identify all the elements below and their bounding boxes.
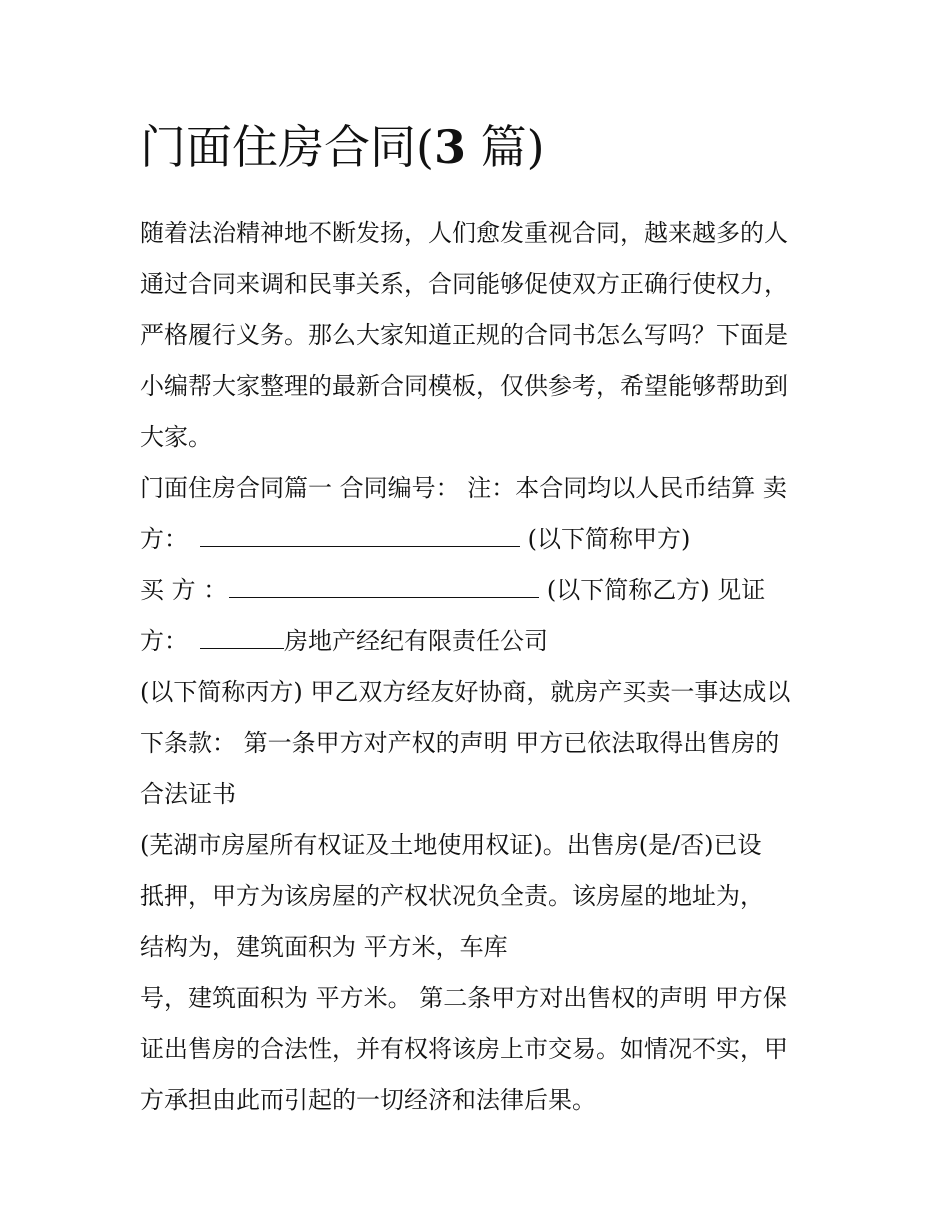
document-title (140, 112, 820, 182)
witness-suffix: 房地产经纪有限责任公司 (284, 627, 548, 655)
document-page (140, 112, 820, 1126)
document-body (140, 208, 820, 1126)
text-line: 方承担由此而引起的一切经济和法律后果。 (140, 1086, 596, 1114)
witness-label: 方： (140, 627, 188, 655)
title-prefix: 门面住房合同( (140, 120, 434, 174)
text-line: (以下简称丙方) 甲乙双方经友好协商，就房产买卖一事达成以 (140, 678, 791, 706)
buyer-suffix: (以下简称乙方) 见证 (539, 576, 766, 604)
text-line: 门面住房合同篇一 合同编号： 注：本合同均以人民币结算 卖 (140, 474, 787, 502)
seller-label: 方： (140, 525, 188, 553)
text-line: 号，建筑面积为 平方米。 第二条甲方对出售权的声明 甲方保 (140, 984, 787, 1012)
text-line: 随着法治精神地不断发扬，人们愈发重视合同，越来越多的人 (140, 219, 788, 247)
text-line: 严格履行义务。那么大家知道正规的合同书怎么写吗？下面是 (140, 321, 788, 349)
buyer-blank (229, 567, 539, 598)
text-line: 通过合同来调和民事关系，合同能够促使双方正确行使权力， (140, 270, 788, 298)
text-line: 抵押，甲方为该房屋的产权状况负全责。该房屋的地址为， (140, 882, 764, 910)
seller-suffix: (以下简称甲方) (520, 525, 691, 553)
title-suffix: 篇) (465, 120, 545, 174)
text-line: 小编帮大家整理的最新合同模板，仅供参考，希望能够帮助到 (140, 372, 788, 400)
text-line: (芜湖市房屋所有权证及土地使用权证)。出售房(是/否)已设 (140, 831, 762, 859)
seller-line (140, 514, 820, 565)
witness-line (140, 616, 820, 667)
text-line: 合法证书 (140, 780, 236, 808)
title-number: 3 (433, 120, 466, 174)
text-line: 下条款： 第一条甲方对产权的声明 甲方已依法取得出售房的 (140, 729, 780, 757)
witness-blank (200, 618, 284, 649)
buyer-line (140, 565, 820, 616)
text-line: 证出售房的合法性，并有权将该房上市交易。如情况不实，甲 (140, 1035, 788, 1063)
text-line: 结构为，建筑面积为 平方米，车库 (140, 933, 508, 961)
text-line: 大家。 (140, 423, 212, 451)
seller-blank (200, 516, 520, 547)
buyer-label: 买 方 ： (140, 576, 228, 604)
